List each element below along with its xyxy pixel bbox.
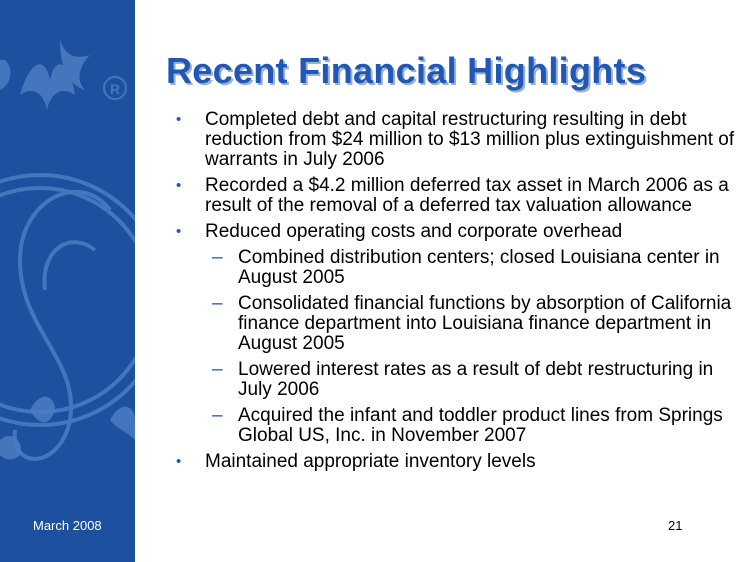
bullet-item: [170, 110, 740, 170]
bullet-marker: •: [176, 453, 182, 470]
dash-marker: –: [212, 247, 223, 268]
sub-bullet-text: Consolidated financial functions by absorption of California finance department into Louisiana finance department in August 2005: [238, 293, 732, 354]
bullet-text: Recorded a $4.2 million deferred tax asset in March 2006 as a result of the removal of a deferred tax valuation allowance: [205, 175, 729, 216]
side-panel: [0, 0, 135, 562]
bullet-text: Maintained appropriate inventory levels: [205, 451, 536, 472]
bullet-text: Reduced operating costs and corporate overhead: [205, 221, 623, 242]
dash-marker: –: [212, 359, 223, 380]
bullet-marker: •: [176, 111, 182, 128]
sub-bullet-item: [170, 406, 740, 446]
slide-title: Recent Financial Highlights: [166, 50, 647, 91]
footer-date: March 2008: [33, 518, 102, 533]
svg-text:R: R: [109, 81, 121, 97]
sub-bullet-item: [170, 294, 740, 354]
sub-bullet-item: [170, 248, 740, 288]
page-number: 21: [668, 518, 683, 533]
bullet-item: [170, 176, 740, 216]
sub-bullet-text: Combined distribution centers; closed Louisiana center in August 2005: [238, 247, 720, 288]
bullet-text: Completed debt and capital restructuring resulting in debt reduction from $24 million to $13 million plus extinguishment of warrants in July 2006: [205, 109, 735, 170]
brand-crest-icon: [0, 0, 135, 562]
bullet-marker: •: [176, 177, 182, 194]
dash-marker: –: [212, 293, 223, 314]
bullet-marker: •: [176, 223, 182, 240]
sub-bullet-item: [170, 360, 740, 400]
bullet-item: [170, 222, 740, 242]
dash-marker: –: [212, 405, 223, 426]
bullet-item: [170, 452, 740, 472]
slide-content: [170, 110, 740, 478]
sub-bullet-text: Acquired the infant and toddler product lines from Springs Global US, Inc. in November 2007: [238, 405, 723, 446]
sub-bullet-text: Lowered interest rates as a result of debt restructuring in July 2006: [238, 359, 714, 400]
